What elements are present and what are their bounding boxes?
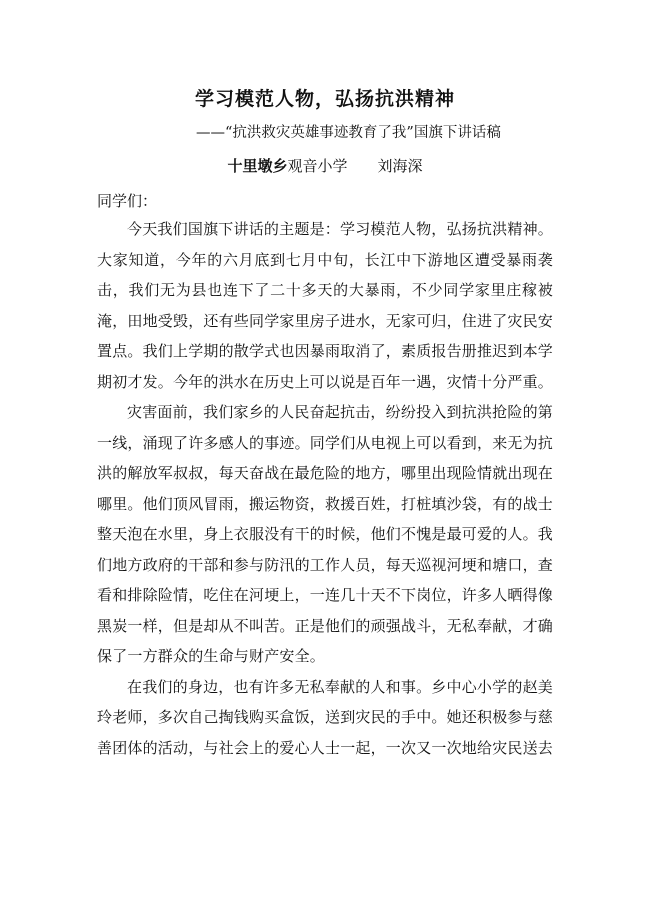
- author-line: [0, 155, 650, 176]
- body-text: [97, 214, 553, 763]
- author-name: 刘海深: [377, 157, 423, 175]
- author-school: 观音小学: [287, 157, 348, 175]
- paragraph-2: 灾害面前，我们家乡的人民奋起抗击，纷纷投入到抗洪抢险的第一线，涌现了许多感人的事迹。同学们从电视上可以看到，来无为抗洪的解放军叔叔，每天奋战在最危险的地方，哪里出现险情就出现在哪里。他们顶风冒雨，搬运物资，救援百姓，打桩填沙袋，有的战士整天泡在水里，身上衣服没有干的时候，他们不愧是最可爱的人。我们地方政府的干部和参与防汛的工作人员，每天巡视河埂和塘口，查看和排除险情，吃住在河埂上，一连几十天不下岗位，许多人晒得像黑炭一样，但是却从不叫苦。正是他们的顽强战斗，无私奉献，才确保了一方群众的生命与财产安全。: [97, 403, 554, 665]
- salutation: 同学们：: [97, 192, 158, 210]
- paragraph-1: 今天我们国旗下讲话的主题是：学习模范人物，弘扬抗洪精神。大家知道，今年的六月底到七月中旬，长江中下游地区遭受暴雨袭击，我们无为县也连下了二十多天的大暴雨，不少同学家里庄稼被淹，田地受毁，还有些同学家里房子进水，无家可归，住进了灾民安置点。我们上学期的散学式也因暴雨取消了，素质报告册推迟到本学期初才发。今年的洪水在历史上可以说是百年一遇，灾情十分严重。: [97, 220, 554, 391]
- page-subtitle: ——“抗洪救灾英雄事迹教育了我”国旗下讲话稿: [196, 125, 501, 141]
- author-place: 十里墩乡: [227, 157, 288, 175]
- page-title: 学习模范人物，弘扬抗洪精神: [194, 88, 455, 110]
- paragraph-3: 在我们的身边，也有许多无私奉献的人和事。乡中心小学的赵美玲老师，多次自己掏钱购买盒饭，送到灾民的手中。她还积极参与慈善团体的活动，与社会上的爱心人士一起，一次又一次地给灾民送去: [97, 677, 554, 757]
